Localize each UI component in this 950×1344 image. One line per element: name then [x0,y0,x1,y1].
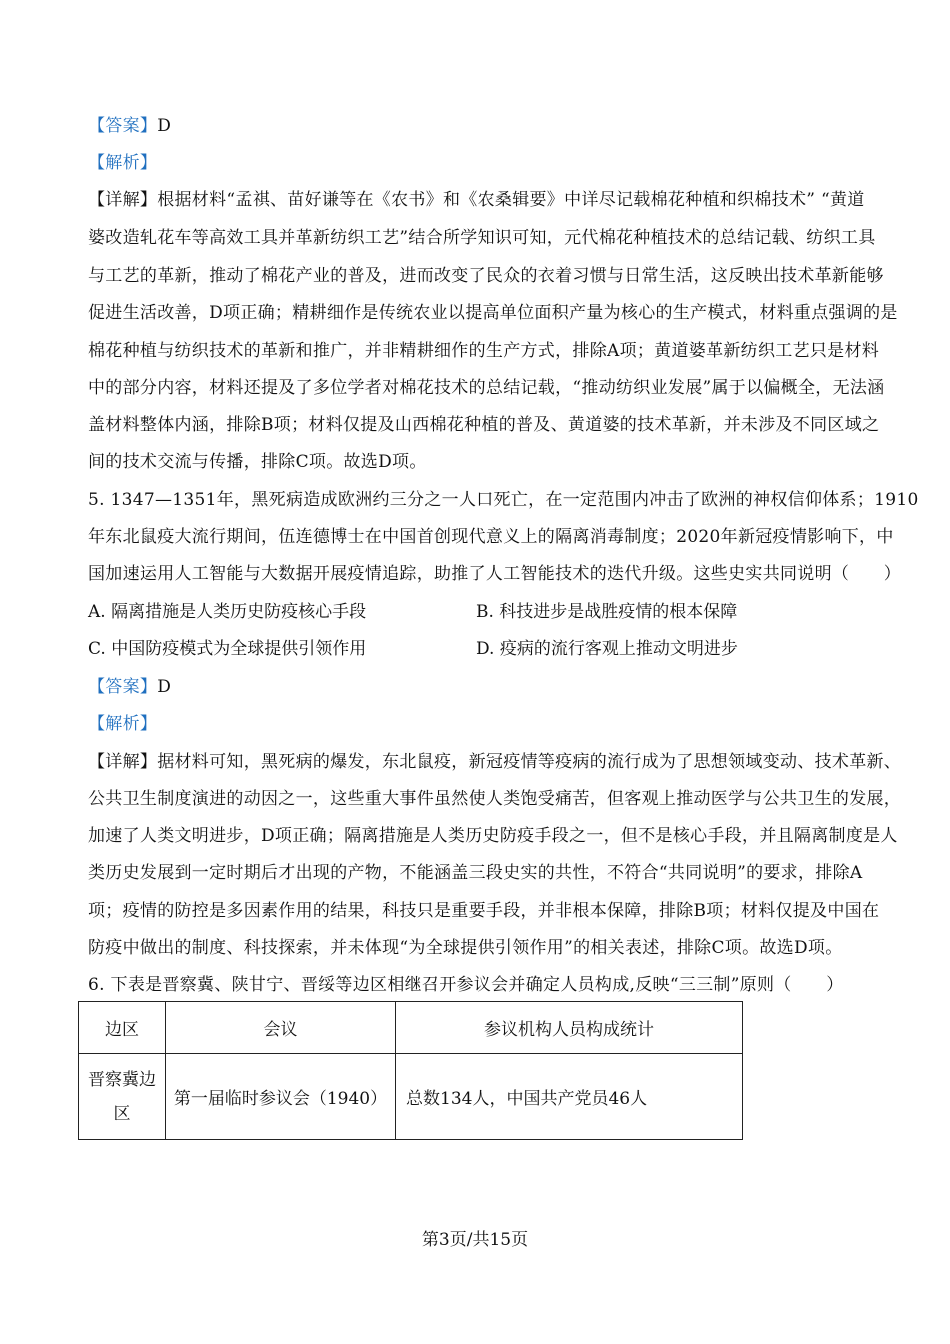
q5-answer-value: D [157,677,172,697]
q4-analysis-tag: 【解析】 [88,153,158,173]
q4-answer-value: D [157,116,172,136]
q5-option-d: D. 疫病的流行客观上推动文明进步 [476,639,738,659]
q6-cell-meeting: 第一届临时参议会（1940） [166,1054,396,1140]
table-row [79,1054,743,1140]
q6-cell-region: 晋察冀边区 [79,1054,166,1140]
q4-detail-line-7: 盖材料整体内涵，排除B项；材料仅提及山西棉花种植的普及、黄道婆的技术革新，并未涉及不同区域之 [88,415,880,435]
q6-header-region: 边区 [79,1002,166,1054]
q5-answer-tag: 【答案】 [88,677,158,697]
q5-option-b: B. 科技进步是战胜疫情的根本保障 [476,602,738,622]
q4-answer [88,114,171,138]
q5-stem-line-3: 国加速运用人工智能与大数据开展疫情追踪，助推了人工智能技术的迭代升级。这些史实共同说明（ ） [88,564,902,584]
q5-detail-line-3: 加速了人类文明进步，D项正确；隔离措施是人类历史防疫手段之一，但不是核心手段，并且隔离制度是人 [88,826,898,846]
q5-analysis-tag: 【解析】 [88,714,158,734]
q6-cell-composition: 总数134人，中国共产党员46人 [396,1054,743,1140]
q5-detail-tag: 【详解】 [88,752,158,772]
q6-header-composition: 参议机构人员构成统计 [396,1002,743,1054]
q4-detail-line-6: 中的部分内容，材料还提及了多位学者对棉花技术的总结记载，“推动纺织业发展”属于以偏概全，无法涵 [88,378,885,398]
q4-detail-line-5: 棉花种植与纺织技术的革新和推广，并非精耕细作的生产方式，排除A项；黄道婆革新纺织工艺只是材料 [88,341,880,361]
q5-option-a: A. 隔离措施是人类历史防疫核心手段 [88,602,367,622]
q5-detail-line-6: 防疫中做出的制度、科技探索，并未体现“为全球提供引领作用”的相关表述，排除C项。故选D项。 [88,938,843,958]
q5-stem-line-2: 年东北鼠疫大流行期间，伍连德博士在中国首创现代意义上的隔离消毒制度；2020年新冠疫情影响下，中 [88,527,894,547]
q6-header-meeting: 会议 [166,1002,396,1054]
q4-detail-line-1: 【详解】根据材料“孟祺、苗好谦等在《农书》和《农桑辑要》中详尽记载棉花种植和织棉技术” “黄道 [88,190,865,210]
q5-option-c: C. 中国防疫模式为全球提供引领作用 [88,639,367,659]
q6-table [78,1001,743,1140]
q4-detail-line-4: 促进生活改善，D项正确；精耕细作是传统农业以提高单位面积产量为核心的生产模式，材料重点强调的是 [88,303,898,323]
page-footer: 第3页/共15页 [421,1230,529,1250]
q5-stem-line-1: 5. 1347—1351年，黑死病造成欧洲约三分之一人口死亡，在一定范围内冲击了欧洲的神权信仰体系；1910 [88,490,919,510]
q4-answer-tag: 【答案】 [88,116,158,136]
q6-stem: 6. 下表是晋察冀、陕甘宁、晋绥等边区相继召开参议会并确定人员构成,反映“三三制”原则（ ） [88,975,844,995]
q5-answer [88,675,171,699]
q4-detail-line-8: 间的技术交流与传播，排除C项。故选D项。 [88,452,427,472]
q5-detail-line-2: 公共卫生制度演进的动因之一，这些重大事件虽然使人类饱受痛苦，但客观上推动医学与公共卫生的发展， [88,789,902,809]
q6-table-header-row [79,1002,743,1054]
q5-detail-line-5: 项；疫情的防控是多因素作用的结果，科技只是重要手段，并非根本保障，排除B项；材料仅提及中国在 [88,901,880,921]
q5-detail-line-1: 【详解】据材料可知，黑死病的爆发，东北鼠疫，新冠疫情等疫病的流行成为了思想领域变动、技术革新、 [88,752,902,772]
q4-detail-line-3: 与工艺的革新，推动了棉花产业的普及，进而改变了民众的衣着习惯与日常生活，这反映出技术革新能够 [88,266,884,286]
q5-detail-line-4: 类历史发展到一定时期后才出现的产物，不能涵盖三段史实的共性，不符合“共同说明”的要求，排除A [88,863,863,883]
q4-detail-line-2: 婆改造轧花车等高效工具并革新纺织工艺”结合所学知识可知，元代棉花种植技术的总结记载、纺织工具 [88,228,876,248]
q4-detail-tag: 【详解】 [88,190,158,210]
